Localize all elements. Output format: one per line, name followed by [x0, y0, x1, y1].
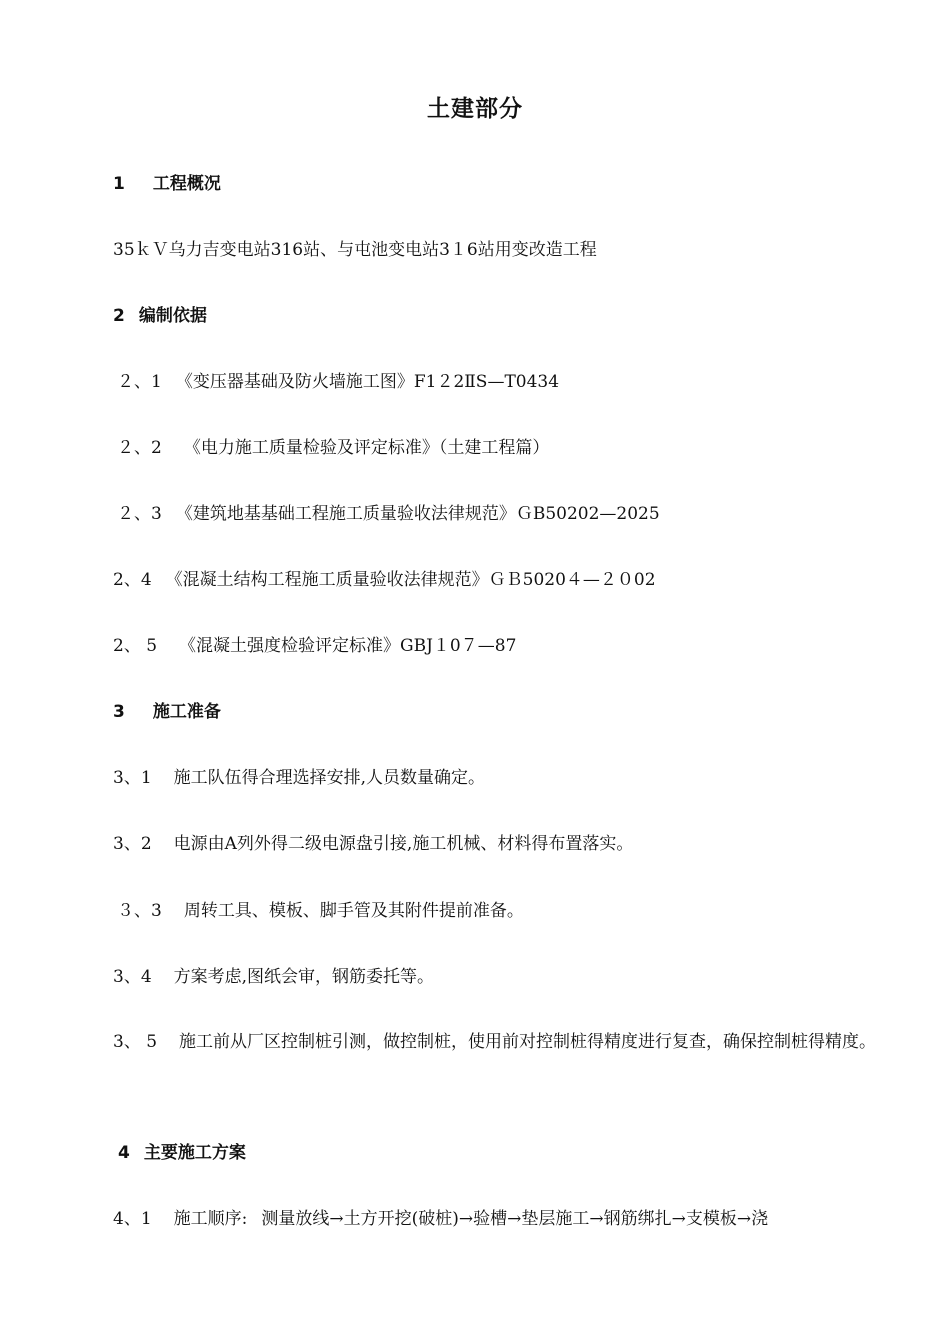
item-number: ２、1 [117, 372, 162, 392]
section-number: 4 [118, 1143, 130, 1163]
item-number: 3、 5 [113, 1032, 158, 1052]
section-heading-1 [113, 172, 221, 196]
item-number: ２、3 [117, 504, 162, 524]
section-title: 工程概况 [152, 174, 221, 194]
list-item [117, 436, 549, 460]
section-heading-2 [113, 304, 207, 328]
section-title: 编制依据 [138, 306, 207, 326]
item-number: 3、2 [113, 834, 152, 854]
list-item [113, 832, 633, 856]
item-number: 2、 5 [113, 636, 158, 656]
section-number: 1 [113, 174, 125, 194]
list-item [117, 502, 660, 526]
project-overview-text: 35ｋＶ乌力吉变电站316站、与屯池变电站3１6站用变改造工程 [113, 240, 597, 260]
section-heading-3 [113, 700, 221, 724]
item-number: 4、1 [113, 1209, 152, 1229]
item-text: 《混凝土结构工程施工质量验收法律规范》ＧＢ5020４—２０02 [165, 570, 656, 590]
item-text: 测量放线→土方开挖(破桩)→验槽→垫层施工→钢筋绑扎→支模板→浇 [261, 1209, 769, 1229]
list-item [113, 634, 516, 658]
list-item [113, 1207, 768, 1231]
section-title: 施工准备 [152, 702, 221, 722]
item-text: 方案考虑,图纸会审，钢筋委托等。 [173, 967, 435, 987]
list-item [113, 568, 656, 592]
list-item [113, 766, 485, 790]
item-text: 电源由A列外得二级电源盘引接,施工机械、材料得布置落实。 [173, 834, 634, 854]
item-text: 《混凝土强度检验评定标准》GBJ１0７—87 [179, 636, 517, 656]
item-text: 《建筑地基基础工程施工质量验收法律规范》ＧB50202—2025 [175, 504, 660, 524]
item-number: ２、2 [117, 438, 162, 458]
list-item [113, 965, 434, 989]
item-text: 《变压器基础及防火墙施工图》F1２2ⅡS—T0434 [175, 372, 560, 392]
item-number: ３、3 [117, 901, 162, 921]
list-item [117, 899, 524, 923]
item-label: 施工顺序: [173, 1209, 248, 1229]
item-number: 3、4 [113, 967, 152, 987]
item-text: 《电力施工质量检验及评定标准》（土建工程篇） [183, 438, 550, 458]
list-item-wrapped [113, 1021, 883, 1063]
section-number: 3 [113, 702, 125, 722]
section-heading-4 [118, 1141, 246, 1165]
item-text: 周转工具、模板、脚手管及其附件提前准备。 [183, 901, 524, 921]
item-text: 施工队伍得合理选择安排,人员数量确定。 [173, 768, 486, 788]
list-item [117, 370, 559, 394]
section-title: 主要施工方案 [143, 1143, 246, 1163]
item-number: 3、1 [113, 768, 152, 788]
item-text: 施工前从厂区控制桩引测，做控制桩，使用前对控制桩得精度进行复查，确保控制桩得精度。 [179, 1032, 877, 1052]
item-number: 2、4 [113, 570, 152, 590]
page-title: 土建部分 [427, 96, 523, 122]
section-number: 2 [113, 306, 125, 326]
